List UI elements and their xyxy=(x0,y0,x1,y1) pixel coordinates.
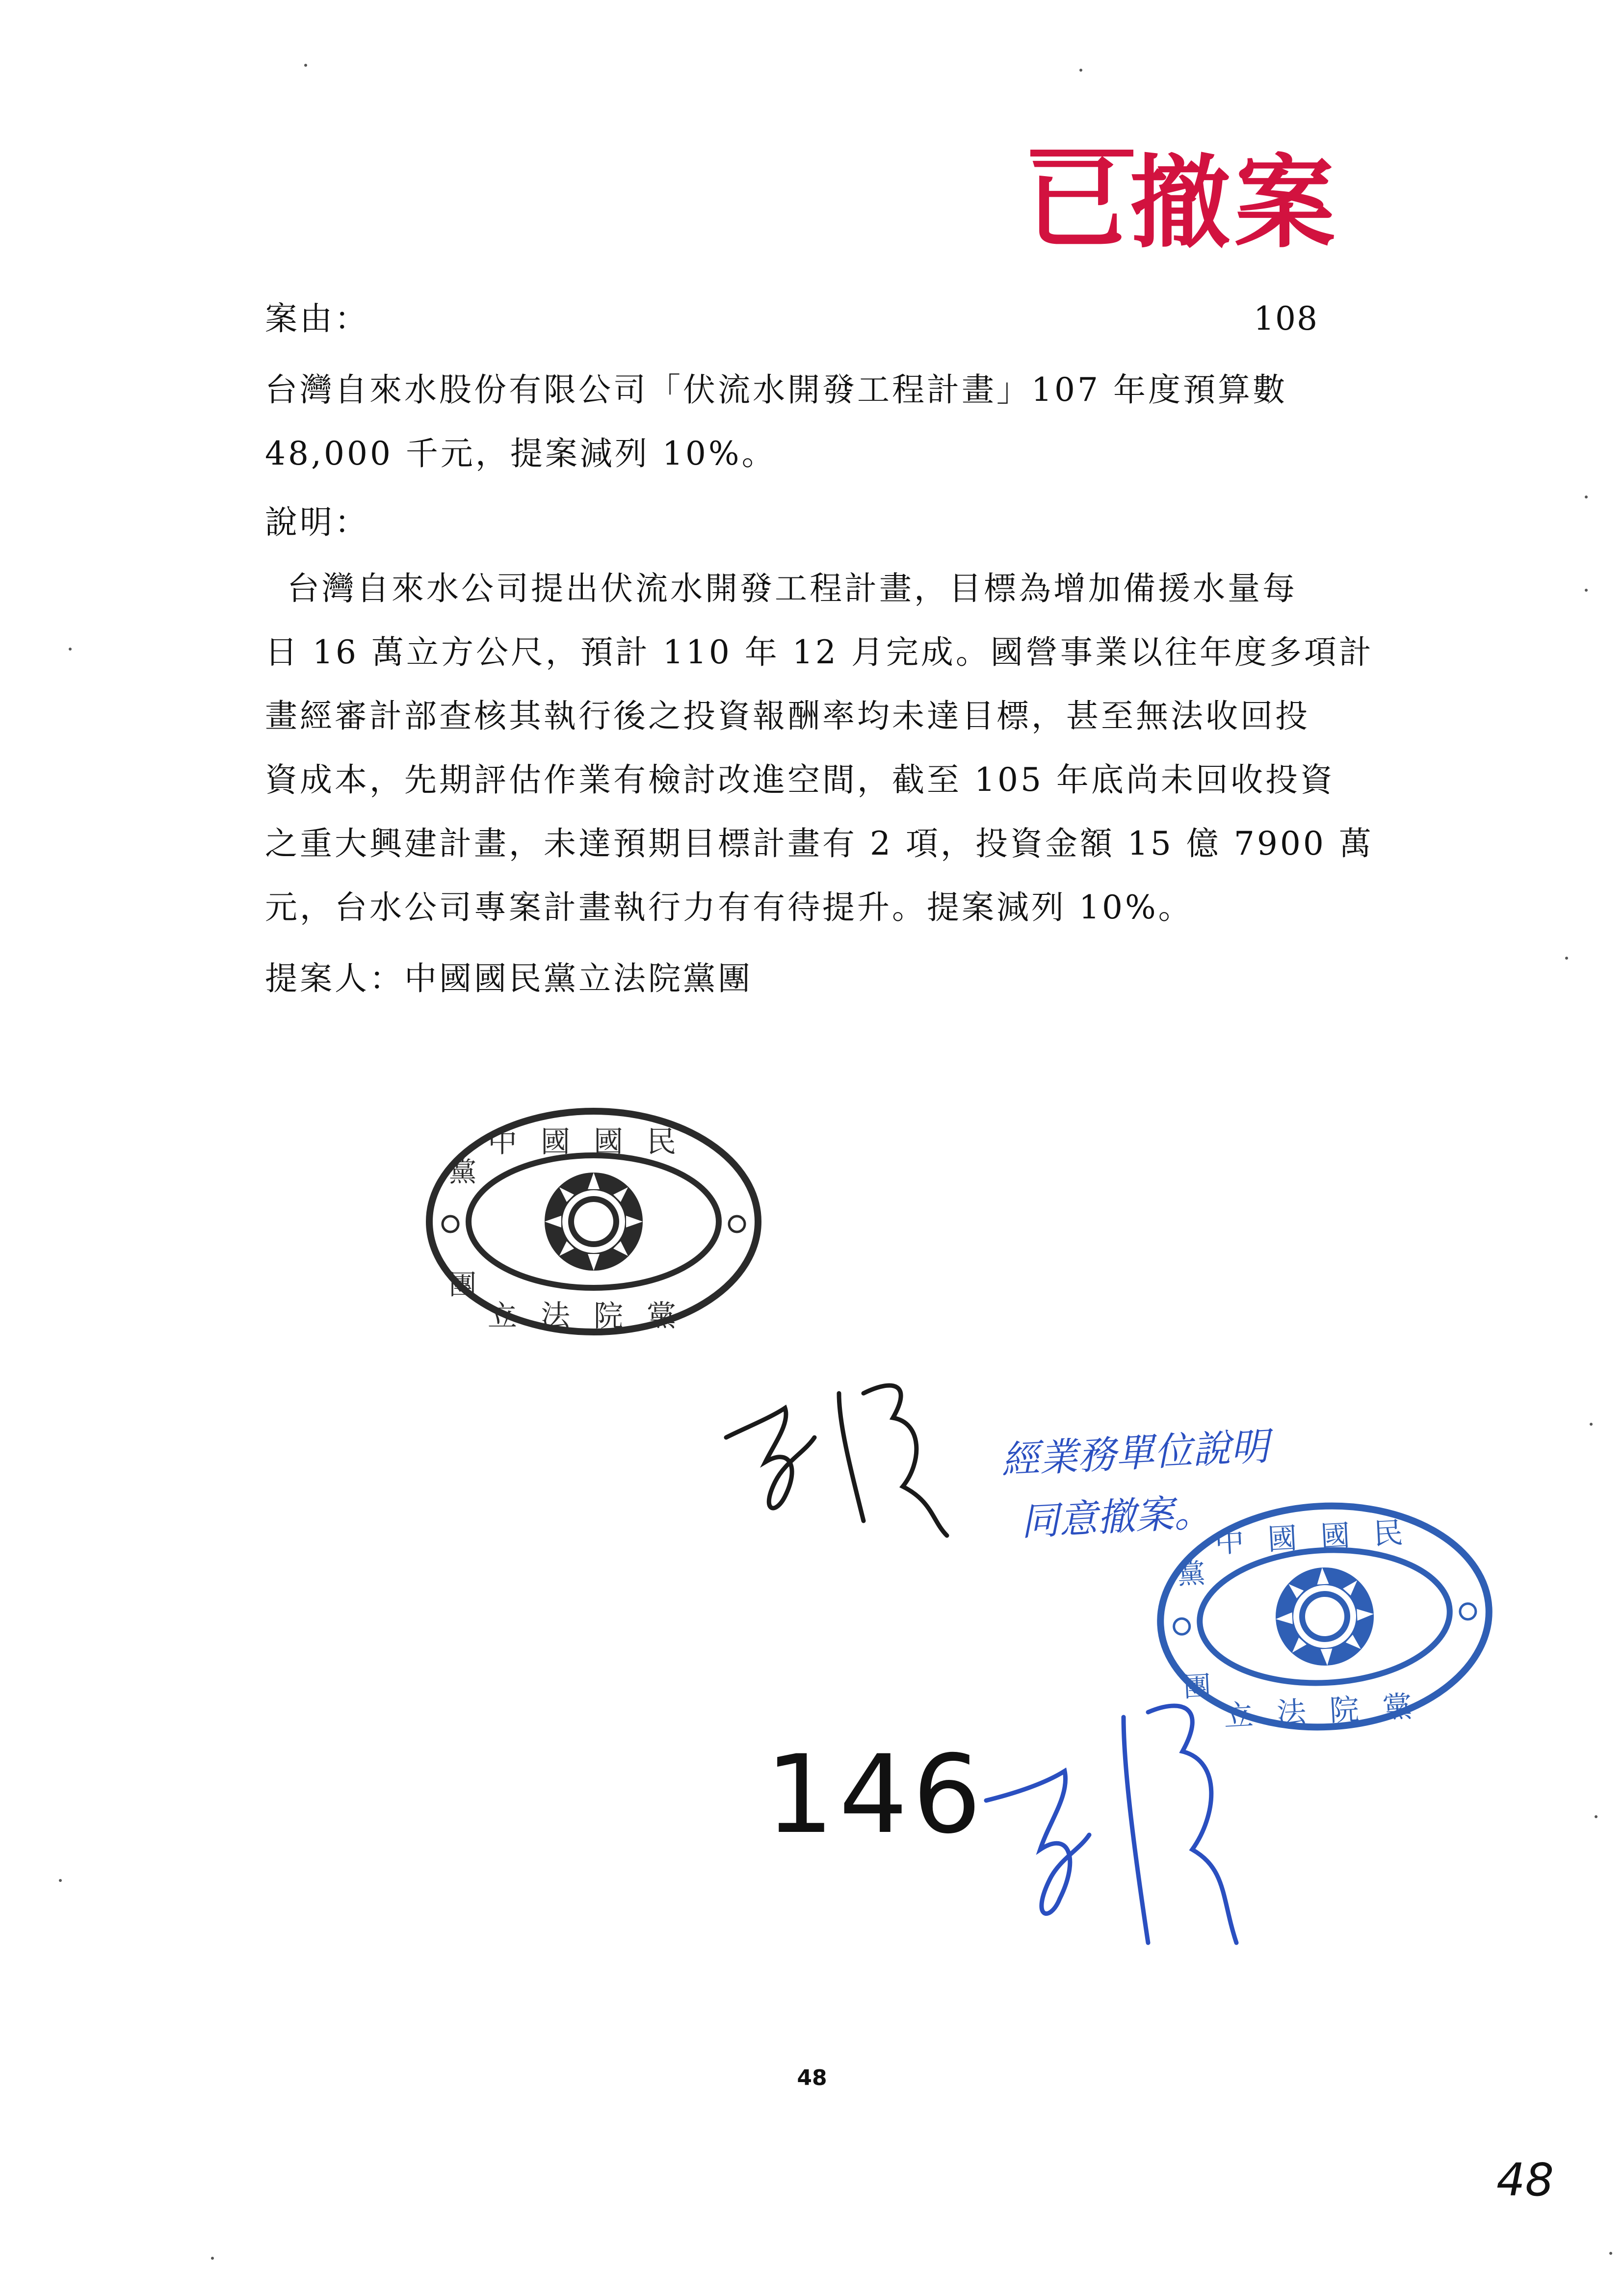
scan-speck xyxy=(1585,496,1588,498)
subject-line-1: 台灣自來水股份有限公司「伏流水開發工程計畫」107 年度預算數 xyxy=(265,371,1287,409)
scan-speck xyxy=(1079,69,1082,72)
scan-speck xyxy=(1585,589,1588,592)
seal-left-bottom-text: 團 xyxy=(1182,1670,1212,1704)
party-seal-black xyxy=(422,1104,765,1339)
proposer: 提案人：中國國民黨立法院黨團 xyxy=(265,960,753,997)
explanation-line: 元，台水公司專案計畫執行力有有待提升。提案減列 10%。 xyxy=(265,888,1193,926)
handwritten-number: 146 xyxy=(765,1732,986,1857)
scan-speck xyxy=(1590,1423,1593,1426)
scan-speck xyxy=(211,2257,214,2260)
seal-left-text: 黨 xyxy=(1177,1557,1206,1591)
handwritten-note-line-2: 同意撤案。 xyxy=(1020,1490,1213,1545)
seal-left-text: 黨 xyxy=(449,1156,476,1188)
subject-line-2: 48,000 千元，提案減列 10%。 xyxy=(265,435,777,472)
scan-speck xyxy=(1595,1815,1598,1818)
scan-speck xyxy=(1609,2252,1612,2255)
scan-speck xyxy=(69,648,72,651)
signature-black xyxy=(716,1364,991,1540)
handwritten-note-line-1: 經業務單位說明 xyxy=(1000,1424,1270,1483)
signature-blue-icon xyxy=(976,1688,1281,1962)
corner-page-number: 48 xyxy=(1496,2154,1554,2206)
explanation-label: 說明： xyxy=(265,503,369,541)
scan-speck xyxy=(304,64,307,67)
seal-bottom-text: 立法院黨 xyxy=(488,1299,700,1333)
seal-left-bottom-text: 團 xyxy=(449,1269,476,1301)
explanation-line: 資成本，先期評估作業有檢討改進空間，截至 105 年底尚未回收投資 xyxy=(265,761,1335,799)
explanation-line: 台灣自來水公司提出伏流水開發工程計畫，目標為增加備援水量每 xyxy=(287,570,1297,607)
withdrawn-stamp: 已撤案 xyxy=(1025,145,1339,262)
seal-top-text: 中國國民 xyxy=(1213,1514,1428,1560)
page-number: 48 xyxy=(797,2065,827,2090)
explanation-line: 之重大興建計畫，未達預期目標計畫有 2 項，投資金額 15 億 7900 萬 xyxy=(265,825,1374,862)
signature-blue xyxy=(976,1688,1281,1962)
explanation-line: 日 16 萬立方公尺，預計 110 年 12 月完成。國營事業以往年度多項計 xyxy=(265,633,1374,671)
seal-top-text: 中國國民 xyxy=(488,1125,700,1159)
signature-black-icon xyxy=(716,1364,991,1540)
scan-speck xyxy=(59,1879,62,1882)
case-number: 108 xyxy=(1254,300,1318,338)
scan-speck xyxy=(1565,957,1568,960)
reason-label: 案由： xyxy=(265,300,369,338)
seal-bottom-text: 立法院黨 xyxy=(1223,1688,1437,1734)
explanation-line: 畫經審計部查核其執行後之投資報酬率均未達目標，甚至無法收回投 xyxy=(265,697,1310,735)
